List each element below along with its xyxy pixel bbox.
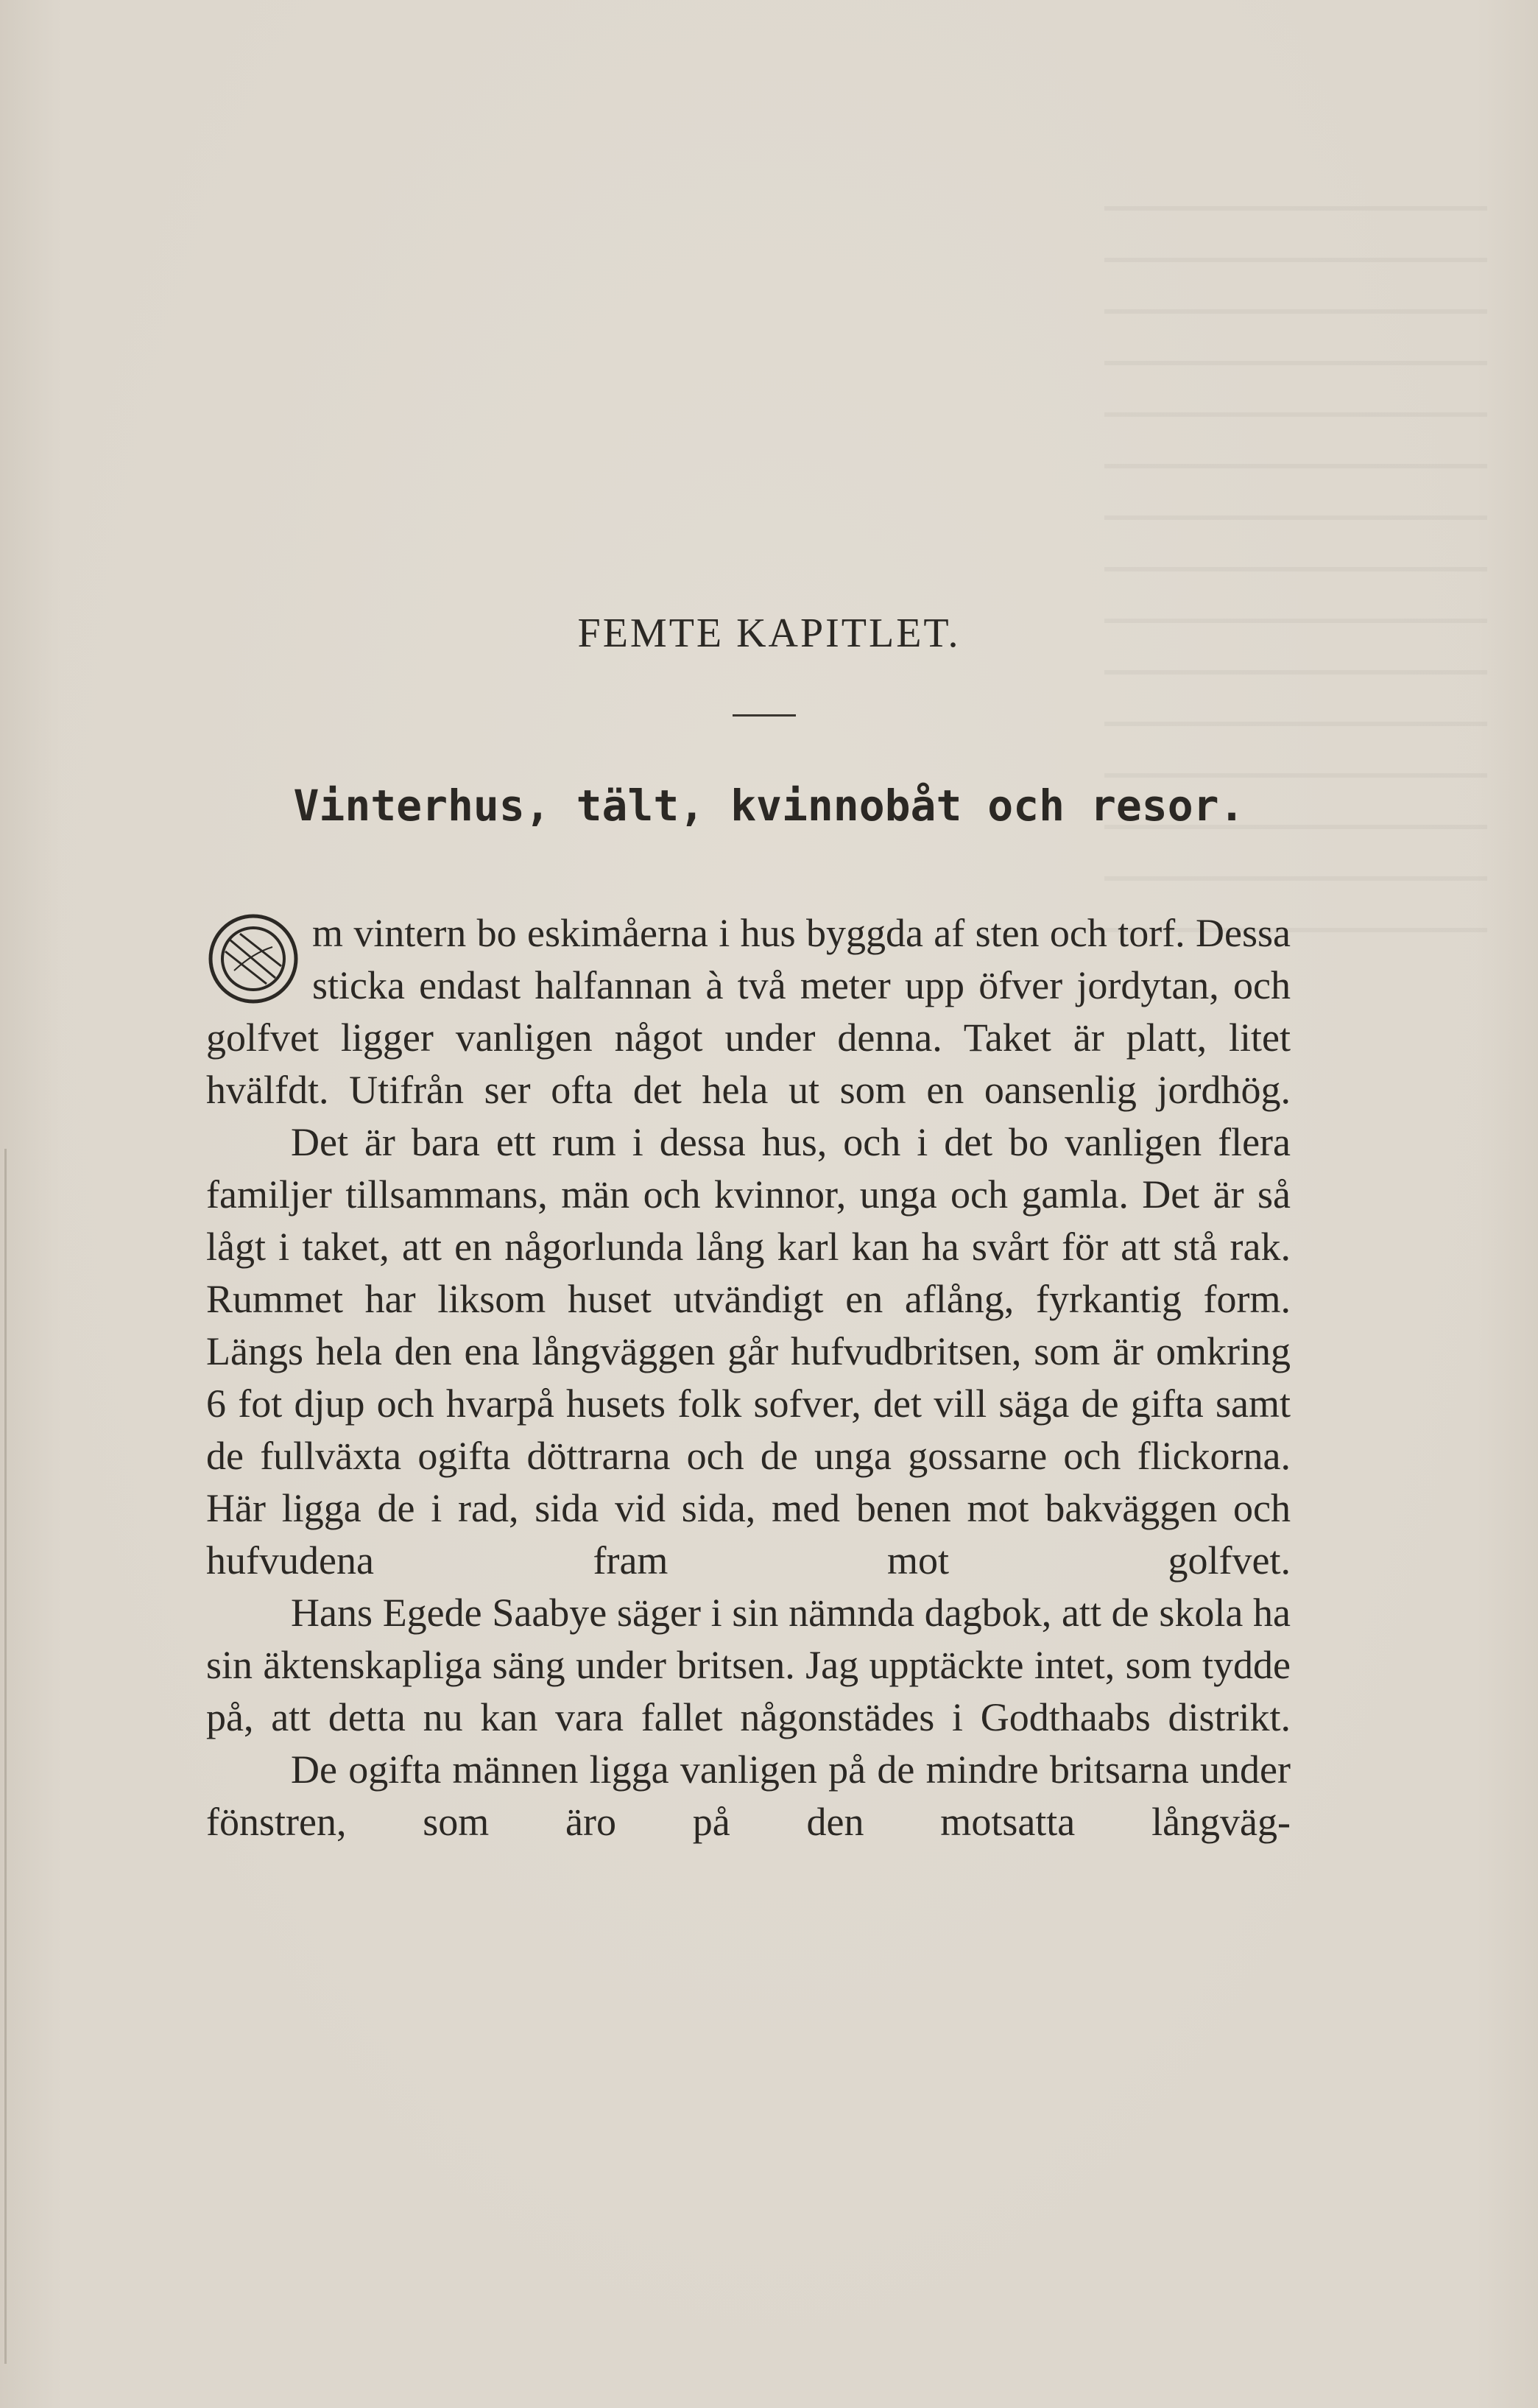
paragraph-1 — [206, 907, 1291, 1116]
heading-divider — [733, 714, 796, 717]
chapter-heading: FEMTE KAPITLET. — [577, 610, 961, 656]
section-title: Vinterhus, tält, kvinnobåt och resor. — [293, 781, 1245, 831]
paragraph-4: De ogifta männen ligga vanligen på de mindre britsarna under fönstren, som äro på den motsatta långväg- — [206, 1747, 1291, 1844]
drop-cap-initial — [205, 910, 302, 1007]
ornamental-o-icon — [205, 910, 302, 1007]
page-edge-line — [4, 1149, 7, 2364]
show-through-text — [1104, 206, 1487, 979]
paragraph-3: Hans Egede Saabye säger i sin nämnda dagbok, att de skola ha sin äktenskapliga säng under britsen. Jag upptäckte intet, som tydde på, att detta nu kan vara fallet någonstädes i Godthaabs distrikt. — [206, 1591, 1291, 1739]
paragraph-1-text: m vintern bo eskimåerna i hus byggda af sten och torf. Dessa sticka endast halfannan à två meter upp öfver jordytan, och golfvet ligger vanligen något under denna. Taket är platt, litet hvälfdt. Utifrån ser ofta det hela ut som en oansenlig jordhög. — [206, 911, 1291, 1112]
body-text — [206, 907, 1291, 1848]
paragraph-2: Det är bara ett rum i dessa hus, och i det bo vanligen flera familjer tillsammans, män och kvinnor, unga och gamla. Det är så lågt i taket, att en någorlunda lång karl kan ha svårt för att stå rak. Rummet har liksom huset utvändigt en aflång, fyrkantig form. Längs hela den ena långväggen går hufvudbritsen, som är omkring 6 fot djup och hvarpå husets folk sofver, det vill säga de gifta samt de fullväxta ogifta döttrarna och de unga gossarne och flickorna. Här ligga de i rad, sida vid sida, med benen mot bakväggen och hufvudena fram mot golfvet. — [206, 1120, 1291, 1583]
